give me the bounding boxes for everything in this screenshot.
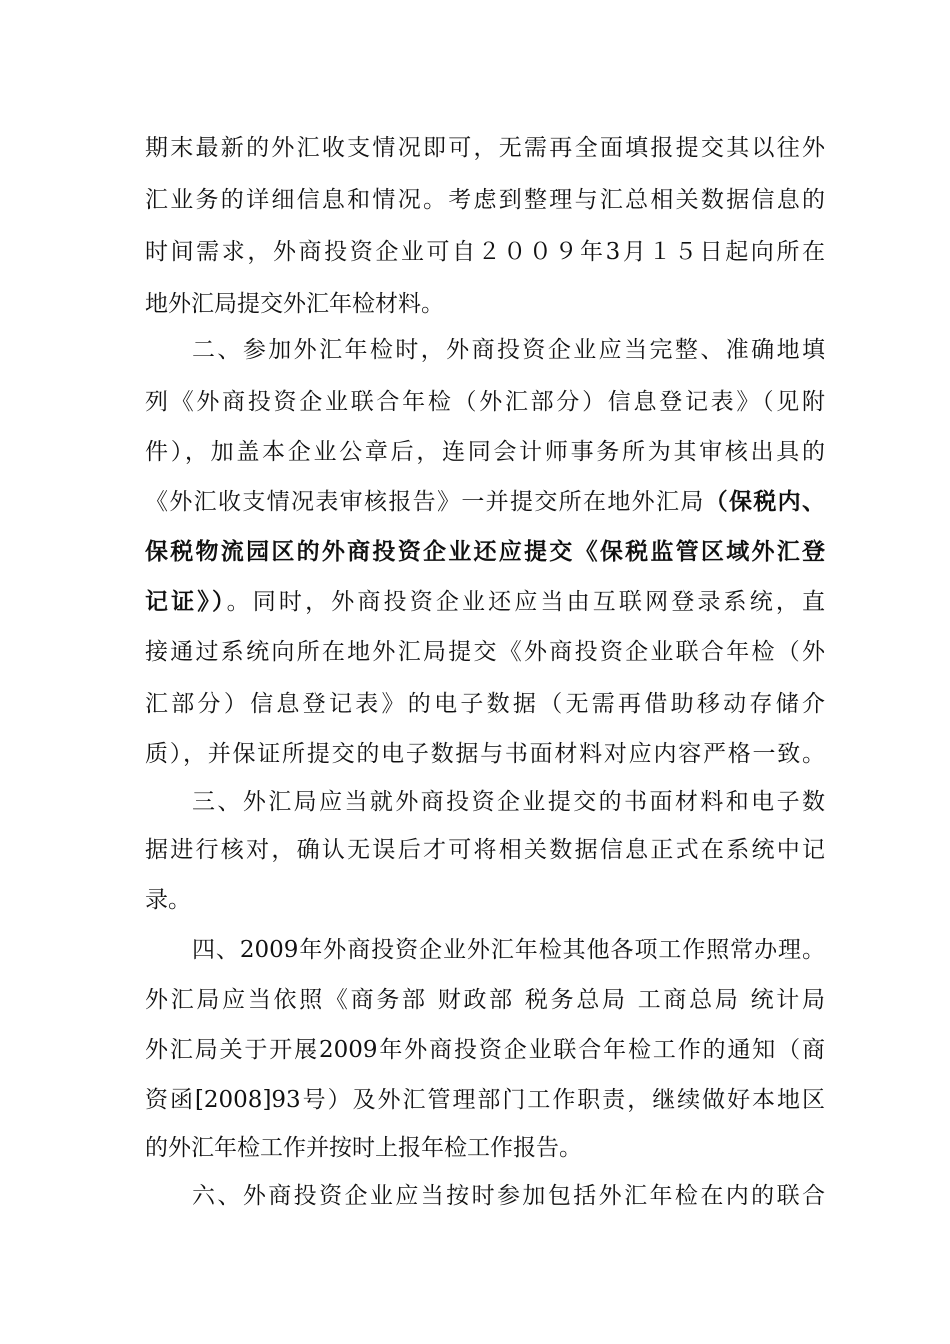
- text-line: 质），并保证所提交的电子数据与书面材料对应内容严格一致。: [145, 741, 825, 767]
- paragraph-3-start: 三、外汇局应当就外商投资企业提交的书面材料和电子数: [192, 789, 825, 815]
- text-line: 外汇局应当依照《商务部 财政部 税务总局 工商总局 统计局: [145, 987, 825, 1013]
- text-line: 《外汇收支情况表审核报告》一并提交所在地外汇局（保税内、: [145, 488, 825, 515]
- text-line: 汇业务的详细信息和情况。考虑到整理与汇总相关数据信息的: [145, 187, 825, 213]
- text-line: 外汇局关于开展2009年外商投资企业联合年检工作的通知（商: [145, 1037, 825, 1063]
- text-line: 据进行核对，确认无误后才可将相关数据信息正式在系统中记: [145, 837, 825, 863]
- text-line: 的外汇年检工作并按时上报年检工作报告。: [145, 1135, 582, 1161]
- text-line: 汇部分）信息登记表》的电子数据（无需再借助移动存储介: [145, 691, 825, 717]
- paragraph-4-start: 四、2009年外商投资企业外汇年检其他各项工作照常办理。: [192, 937, 825, 963]
- text-line: 列《外商投资企业联合年检（外汇部分）信息登记表》（见附: [145, 389, 825, 415]
- text-line: 记证》）。同时，外商投资企业还应当由互联网登录系统，直: [145, 588, 825, 615]
- text-line: 时间需求，外商投资企业可自２００９年3月１５日起向所在: [145, 239, 825, 265]
- text-line: 件），加盖本企业公章后，连同会计师事务所为其审核出具的: [145, 439, 825, 465]
- text-line: 资函[2008]93号）及外汇管理部门工作职责，继续做好本地区: [145, 1087, 825, 1113]
- text-line: 录。: [145, 887, 191, 913]
- bold-line: 保税物流园区的外商投资企业还应提交《保税监管区域外汇登: [145, 538, 825, 565]
- text-line: 接通过系统向所在地外汇局提交《外商投资企业联合年检（外: [145, 639, 825, 665]
- bold-note-end: 记证》）: [145, 588, 227, 615]
- paragraph-2-start: 二、参加外汇年检时，外商投资企业应当完整、准确地填: [192, 337, 825, 363]
- bold-note: （保税内、: [704, 488, 825, 515]
- paragraph-6-start: 六、外商投资企业应当按时参加包括外汇年检在内的联合: [192, 1183, 825, 1209]
- text-line: 地外汇局提交外汇年检材料。: [145, 291, 444, 317]
- text-line: 期末最新的外汇收支情况即可，无需再全面填报提交其以往外: [145, 135, 825, 161]
